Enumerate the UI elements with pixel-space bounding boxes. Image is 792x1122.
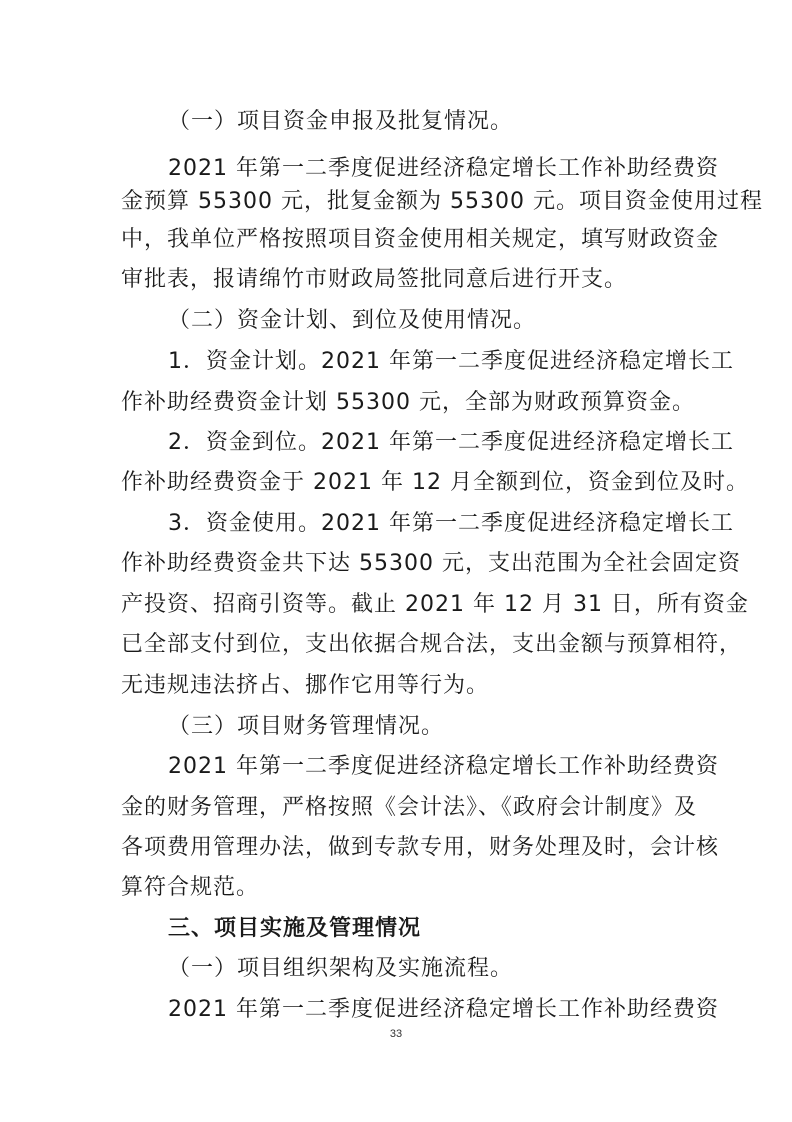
paragraph-line: 审批表，报请绵竹市财政局签批同意后进行开支。 xyxy=(121,267,628,292)
paragraph-line: 无违规违法挤占、挪作它用等行为。 xyxy=(121,673,490,698)
section-heading-3: （三）项目财务管理情况。 xyxy=(168,714,445,739)
page-number: 33 xyxy=(389,1028,403,1040)
paragraph-line: 金的财务管理，严格按照《会计法》、《政府会计制度》及 xyxy=(121,795,698,820)
paragraph-line: 产投资、招商引资等。截止 2021 年 12 月 31 日，所有资金 xyxy=(121,592,749,617)
paragraph-line: 算符合规范。 xyxy=(121,875,260,900)
paragraph-line: 2．资金到位。2021 年第一二季度促进经济稳定增长工 xyxy=(168,430,734,455)
paragraph-line: 金预算 55300 元，批复金额为 55300 元。项目资金使用过程 xyxy=(121,189,763,214)
paragraph-line: 3．资金使用。2021 年第一二季度促进经济稳定增长工 xyxy=(168,511,734,536)
section-heading-4: （一）项目组织架构及实施流程。 xyxy=(168,956,514,981)
paragraph-line: 2021 年第一二季度促进经济稳定增长工作补助经费资 xyxy=(168,156,719,181)
paragraph-line: 1．资金计划。2021 年第一二季度促进经济稳定增长工 xyxy=(168,349,734,374)
paragraph-line: 各项费用管理办法，做到专款专用，财务处理及时，会计核 xyxy=(121,835,720,860)
paragraph-line: 已全部支付到位，支出依据合规合法，支出金额与预算相符， xyxy=(121,632,743,657)
paragraph-line: 作补助经费资金计划 55300 元，全部为财政预算资金。 xyxy=(121,390,695,415)
chapter-heading: 三、项目实施及管理情况 xyxy=(168,916,422,941)
paragraph-line: 2021 年第一二季度促进经济稳定增长工作补助经费资 xyxy=(168,997,719,1022)
paragraph-line: 中，我单位严格按照项目资金使用相关规定，填写财政资金 xyxy=(121,227,720,252)
paragraph-line: 作补助经费资金于 2021 年 12 月全额到位，资金到位及时。 xyxy=(121,470,749,495)
paragraph-line: 作补助经费资金共下达 55300 元，支出范围为全社会固定资 xyxy=(121,551,741,576)
section-heading-1: （一）项目资金申报及批复情况。 xyxy=(168,109,514,134)
paragraph-line: 2021 年第一二季度促进经济稳定增长工作补助经费资 xyxy=(168,754,719,779)
section-heading-2: （二）资金计划、到位及使用情况。 xyxy=(168,308,537,333)
